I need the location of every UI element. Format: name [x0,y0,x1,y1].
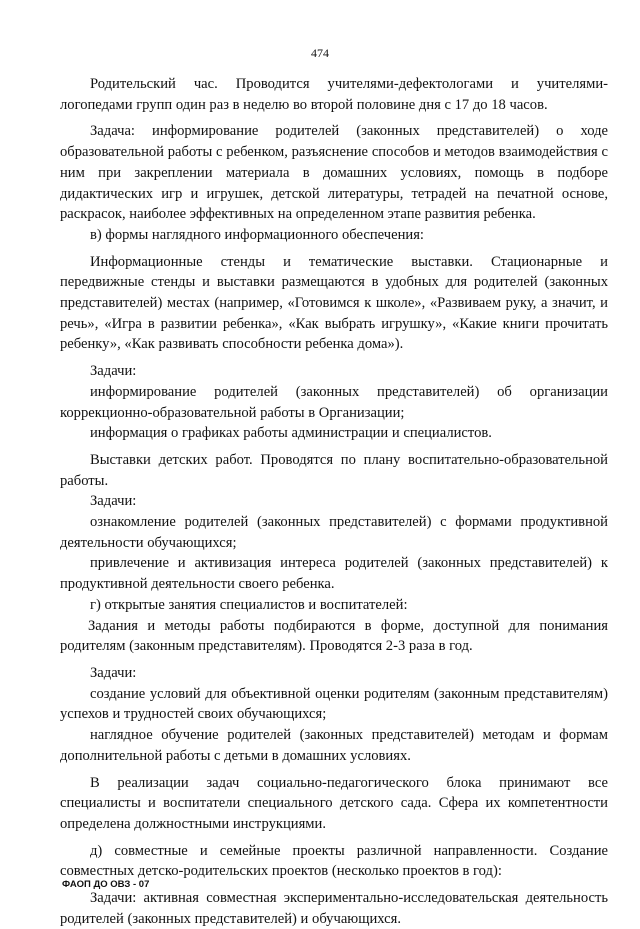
paragraph-implementation: В реализации задач социально-педагогического блока принимают все специалисты и воспитатели специального детского сада. Сфера их компетентности определена должностными инструкциями. [60,774,608,832]
paragraph-schedule-info: информация о графиках работы администрации и специалистов. [90,425,492,442]
paragraph-tasks-label: Задачи: [90,664,137,681]
paragraph-visual-forms: в) формы наглядного информационного обеспечения: [90,226,424,243]
paragraph-visual-training: наглядное обучение родителей (законных представителей) методам и формам дополнительной работы с детьми в домашних условиях. [60,727,608,764]
document-body [60,74,608,929]
paragraph-task: Задача: информирование родителей (законных представителей) о ходе образовательной работы с ребенком, разъяснение способов и методов взаимодействия с ним при закреплении материала в домашних условиях, помощь в подборе дидактических игр и игрушек, детской литературы, тетрадей на печатной основе, раскрасок, наиболее эффективных на определенном этапе развития ребенка. [60,123,608,223]
paragraph-projects: д) совместные и семейные проекты различной направленности. Создание совместных детско-родительских проектов (несколько проектов в год): [60,842,608,880]
paragraph-open-lessons: г) открытые занятия специалистов и воспитателей: [90,596,408,613]
page-number: 474 [311,46,329,60]
paragraph-exhibitions: Выставки детских работ. Проводятся по плану воспитательно-образовательной работы. [60,451,608,489]
paragraph-assignments: Задания и методы работы подбираются в форме, доступной для понимания родителям (законным представителям). Проводятся 2-3 раза в год. [60,617,608,655]
paragraph-acquaintance: ознакомление родителей (законных представителей) с формами продуктивной деятельности обучающихся; [60,514,608,551]
paragraph-informing: информирование родителей (законных представителей) об организации коррекционно-образовательной работы в Организации; [60,383,608,421]
document-footer: ФАОП ДО ОВЗ - 07 [62,879,150,890]
paragraph-involvement: привлечение и активизация интереса родителей (законных представителей) к продуктивной деятельности своего ребенка. [60,555,608,593]
paragraph-parent-hour: Родительский час. Проводится учителями-дефектологами и учителями-логопедами групп один раз в неделю во второй половине дня с 17 до 18 часов. [60,76,608,113]
paragraph-tasks-label: Задачи: [90,493,137,510]
paragraph-conditions: создание условий для объективной оценки родителям (законным представителям) успехов и трудностей своих обучающихся; [60,685,608,723]
paragraph-info-stands: Информационные стенды и тематические выставки. Стационарные и передвижные стенды и выставки размещаются в удобных для родителей (законных представителей) местах (например, «Готовимся к школе», «Развиваем руку, а значит, и речь», «Игра в развитии ребенка», «Как выбрать игрушку», «Какие книги прочитать ребенку», «Как развивать способности ребенка дома»). [60,253,608,353]
paragraph-project-tasks: Задачи: активная совместная экспериментально-исследовательская деятельность родителей (законных представителей) и обучающихся. [60,890,608,927]
paragraph-tasks-label: Задачи: [90,363,137,380]
